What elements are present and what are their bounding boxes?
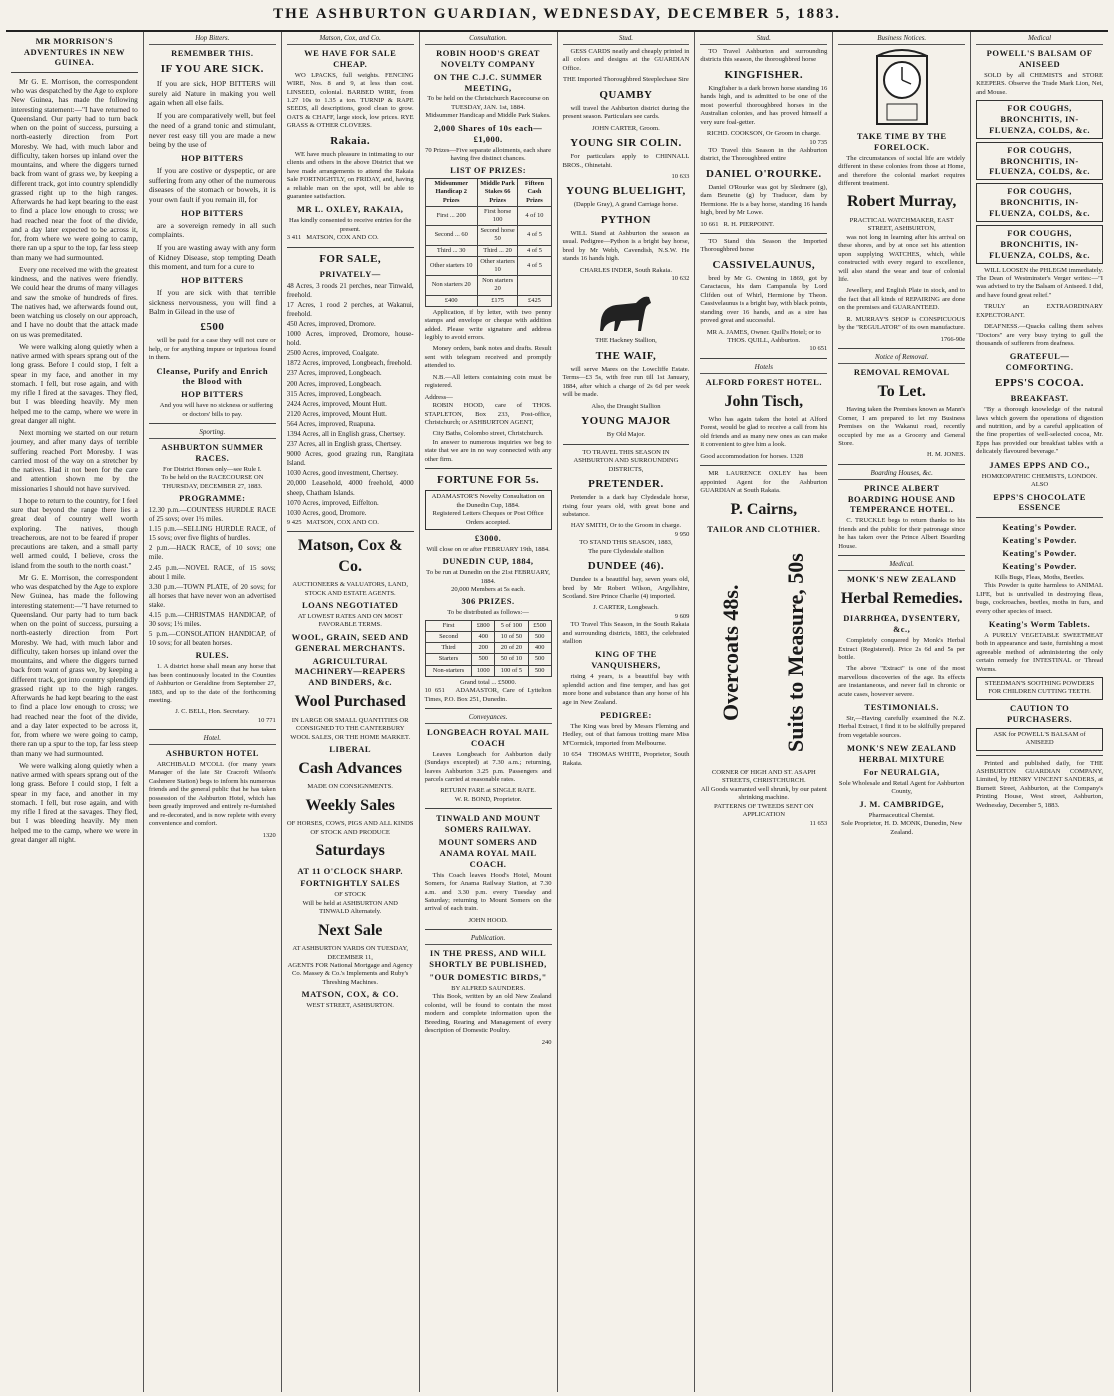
section-heading: Notice of Removal.: [838, 353, 965, 364]
keating-title: Keating's Powder.: [1002, 548, 1077, 559]
pedigree-text: The King was bred by Messrs Fleming and Hedley, out of that famous trotting mare Miss M'Cormick, imported from Melbourne.: [562, 722, 690, 747]
table-row: First ... 200 First horse 100 4 of 10: [425, 206, 551, 225]
waif-title: THE WAIF,: [595, 349, 657, 362]
diarrh-title: DIARRHŒA, DYSENTERY, &c.,: [843, 613, 961, 635]
clock-icon: [867, 48, 937, 128]
story-paragraph: We were walking along quietly when a native armed with spears sprang out of the long grass. Before I could stop, I felt a spear in my face, and another in my stomach. I fell, but rose again, and with my rifle I fired at the savages. They fled, but I was bleeding heavily. My men helped me to the camp, where we were in great danger all night.: [11, 760, 138, 844]
section-heading: Medical.: [838, 560, 965, 571]
list-of-prizes: LIST OF PRIZES:: [450, 165, 527, 176]
section-heading: Boarding Houses, &c.: [838, 469, 965, 480]
hop-paragraph: If you are wasting away with any form of Kidney Disease, stop tempting Death this moment, and turn for a cure to: [148, 243, 276, 272]
cleanse-heading: Cleanse, Purify and Enrich the Blood with: [156, 365, 269, 387]
hackney: THE Hackney Stallion,: [595, 337, 657, 345]
section-heading: Conveyances.: [425, 713, 552, 724]
answer-text: In answer to numerous inquiries we beg to state that we are in no way connected with any other firm.: [424, 438, 552, 463]
address-label: Address—: [424, 393, 453, 401]
cjc-sub: To be held on the Christchurch Racecourse on TUESDAY, JAN. 1st, 1884.: [427, 95, 549, 111]
worm-text: A PURELY VEGETABLE SWEETMEAT both in appearance and taste, furnishing a most agreeable method of administering the only certain remedy for INTESTINAL or Thread Worms.: [976, 631, 1103, 673]
column-heading: Hop Bitters.: [149, 34, 276, 45]
table-row: Third ... 30 Third ... 20 4 of 5: [425, 245, 551, 256]
epps-text: "By a thorough knowledge of the natural laws which govern the operations of digestion and nutrition, and by a careful application of the fine properties of well-selected cocoa, Mr. Epps has provided our breakfast tables with a delicately flavoured beverage.": [976, 406, 1103, 456]
table-row: Second 400 10 of 50 500: [425, 631, 551, 642]
king-title: KING OF THE VANQUISHERS,: [591, 649, 661, 671]
loosen-text: WILL LOOSEN the PHLEGM immediately. The Dean of Westminster's Verger writes:—"I was advised to try the Balsam of Aniseed. I did, and have found great relief.": [976, 266, 1103, 299]
table-row: Third 200 20 of 20 400: [425, 643, 551, 654]
ad-number: 10 633: [671, 173, 690, 181]
wool-heading: Wool Purchased: [294, 693, 406, 711]
wool-sub: IN LARGE OR SMALL QUANTITIES OR CONSIGNED TO THE CANTERBURY WOOL SALES, OR THE HOME MARKET.: [290, 716, 411, 741]
column-heading: Business Notices.: [838, 34, 965, 45]
weekly-sub: OF HORSES, COWS, PIGS AND ALL KINDS OF STOCK AND PRODUCE: [286, 820, 414, 836]
sale-heading: WE HAVE FOR SALE CHEAP.: [304, 47, 397, 69]
pedigree-heading: PEDIGREE:: [600, 709, 652, 720]
column-3: [282, 32, 420, 1392]
for-sale-heading: FOR SALE,: [319, 252, 382, 265]
story-paragraph: Mr G. E. Morrison, the correspondent who was despatched by the Age to explore New Guinea, has made the following interesting statement:—"I have returned to Queensland. Our party had to turn back when on the point of success, pursuing a north-easterly direction from Port Moresby. We had, with much labor and difficulty, taken horses up inland over the mountains, and where the diggers turned back from want of grass we, by keeping a different track, got into country splendidly grassed right up to the high ranges. Afterwards he had kept bearing to the east to find a place low enough to cross; we had reached near the foot of the divide, and a day later expected to be across it, for, from where we were going to camp, there ran up a spur to the top, far less steep than many we had surmounted.: [11, 572, 138, 758]
jewellery-text: Jewellery, and English Plate in stock, and to the fact that all kinds of REPAIRING are done on the premises and GUARANTEED.: [838, 287, 966, 312]
breakfast: BREAKFAST.: [1010, 393, 1069, 404]
keating-title: Keating's Powder.: [1002, 522, 1077, 533]
for-sale-item: 2424 Acres, improved, Mount Hutt.: [286, 399, 387, 408]
table-header: Fifteen Cash Prizes: [518, 179, 551, 207]
for-sale-item: 237 Acres, improved, Longbeach.: [286, 369, 382, 378]
grateful: GRATEFUL—COMFORTING.: [1005, 351, 1074, 373]
distributed: To be distributed as follows:—: [447, 609, 529, 617]
stock: OF STOCK: [334, 891, 366, 899]
powell-title: POWELL'S BALSAM OF ANISEED: [986, 47, 1093, 69]
column-6: [695, 32, 833, 1392]
bluelight-title: YOUNG BLUELIGHT,: [566, 185, 686, 198]
made-text: MADE ON CONSIGNMENTS.: [307, 783, 393, 791]
tailor-heading: TAILOR AND CLOTHIER.: [707, 524, 821, 535]
mixture-title: MONK'S NEW ZEALAND HERBAL MIXTURE: [846, 743, 957, 765]
take-time: TAKE TIME BY THE FORELOCK.: [856, 130, 947, 152]
for-sale-item: 200 Acres, improved, Longbeach.: [286, 379, 382, 388]
test-text: Sir,—Having carefully examined the N.Z. Herbal Extract, I find it to be skilfully prepared from vegetable sources.: [838, 715, 966, 739]
for-sale-item: 1030 Acres, good investment, Chertsey.: [286, 469, 399, 478]
story-paragraph: Mr G. E. Morrison, the correspondent who was despatched by the Age to explore New Guinea, has made the following interesting statement:—"I have returned to Queensland. Our party had to turn back when on the point of success, pursuing a north-easterly direction from Port Moresby. We had, with much labor and difficulty, taken horses up inland over the mountains, and where the diggers turned back from want of grass we, by keeping a different track, got into country splendidly grassed right up to the high ranges. Afterwards he had kept bearing to the east to find a place low enough to cross; we had reached near the foot of the divide, and a day later expected to be across it, for, from where we were going to camp, there ran up a spur to the top, far less steep than many we had surmounted.: [11, 76, 138, 262]
waif-text: will serve Mares on the Lowcliffe Estate. Terms—£3 5s, with free run till 1st January, 1884, after which a charge of 2s 6d per week will be made.: [562, 365, 690, 399]
signature: H. M. JONES.: [927, 451, 966, 459]
story-paragraph: Next morning we started on our return journey, and after many days of terrible suffering reached Port Moresby. I was carried most of the way on a stretcher by the natives. Had it not been for the care and attention shown me by the missionaries I should not have survived.: [11, 428, 138, 493]
wool-grain: WOOL, GRAIN, SEED AND GENERAL MERCHANTS.: [291, 631, 409, 653]
fortnightly: FORTNIGHTLY SALES: [300, 878, 401, 889]
alford-title: ALFORD FOREST HOTEL.: [705, 376, 822, 387]
section-heading: Hotels: [700, 363, 827, 374]
saturdays-heading: Saturdays: [315, 842, 385, 860]
to-let-text: Having taken the Premises known as Mann's Corner, I am prepared to let my Business Premises on the Wakanui road, recently occupied by me as a Grocery and General Store.: [838, 406, 966, 447]
for-sale-item: 1070 Acres, improved, Eiffelton.: [286, 498, 379, 507]
neuralgia: For NEURALGIA,: [863, 767, 940, 778]
section-heading: Hotel.: [149, 734, 276, 745]
members: 20,000 Members at 5s each.: [451, 586, 526, 594]
table-row: Other starters 10 Other starters 10 4 of 5: [425, 256, 551, 275]
mcc-end: MATSON, COX, & CO.: [301, 989, 399, 1000]
python-text: WILL Stand at Ashburton the season as usual. Pedigree—Python is a bright bay horse, bred by Mr Webb, Cavendish, N.S.W. He stands 16 hands high.: [562, 229, 690, 263]
cleanse-tail: And you will have no sickness or suffering or doctors' bills to pay.: [159, 402, 273, 418]
table-row: Starters 500 50 of 10 500: [425, 654, 551, 665]
west-street: WEST STREET, ASHBURTON.: [306, 1002, 394, 1010]
powell-text: SOLD by all CHEMISTS and STORE KEEPERS. Observe the Trade Mark Lion, Net, and Mouse.: [976, 71, 1103, 96]
hay-smith: HAY SMITH, Or to the Groom in charge.: [570, 522, 682, 530]
tisch-title: John Tisch,: [724, 392, 804, 410]
keating-text: This Powder is quite harmless to ANIMAL LIFE, but is unrivalled in destroying fleas, bugs, cockroaches, beetles, moths in furs, and every other species of insect.: [976, 582, 1103, 615]
column-2: [144, 32, 282, 1392]
fortune-heading: FORTUNE FOR 5s.: [436, 474, 540, 487]
john-carter: JOHN CARTER, Groom.: [592, 124, 660, 132]
daniel-head: TO Travel this Season in the Ashburton district, the Thoroughbred entire: [700, 146, 828, 163]
by-author: BY ALFRED SAUNDERS.: [451, 984, 526, 992]
will-be-text: Money orders, bank notes and drafts. Result sent with telegram received and promptly attended to.: [424, 345, 552, 370]
ad-number: 9 950: [674, 530, 690, 538]
total: £3000.: [474, 532, 502, 543]
travel-text: TO Travel Ashburton and surrounding districts this season, the thoroughbred horse: [700, 47, 828, 64]
expectorant-text: TRULY an EXTRAORDINARY EXPECTORANT.: [976, 303, 1103, 319]
hotel-text: ARCHIBALD M'COLL (for many years Manager of the late Sir Cracroft Wilson's Cashmere Station) begs to inform his numerous friends and the general public that he has taken possession of the Ashburton Hotel, which has been greatly improved and entirely re-furnished and re-decorated, and is now replete with every convenience and comfort.: [148, 761, 276, 828]
ad-number: 11 653: [809, 819, 828, 827]
ad-number: 240: [541, 1038, 552, 1046]
vertical-ad: [700, 537, 827, 769]
above-text: The above "Extract" is one of the most marvellous discoveries of the age. Its effects are instantaneous, and never fail in chronic or acute cases, however severe.: [838, 665, 966, 698]
adamastor-box: ADAMASTOR'S Novelty Consultation on the Dunedin Cup, 1884. Registered Letters Cheques or Post Office Orders accepted.: [425, 490, 552, 530]
story-paragraph: I hope to return to the country, for I feel sure that beyond the range there lies a great deal of country well worth exploring. The natives, though treacherous, are not to be feared if proper precautions are taken, and a small party well armed could, I believe, cross the island from the south to the north coast.": [11, 495, 138, 570]
accommodation: Good accommodation for horses. 1328: [700, 452, 804, 460]
pretender-text: Pretender is a dark bay Clydesdale horse, rising four years old, with great bone and substance.: [562, 494, 690, 518]
application-text: Application, if by letter, with two penny stamps and envelope or cheque with addition added. Please write signature and address legibly to avoid errors.: [424, 308, 552, 342]
cassivelaunus-title: CASSIVELAUNUS,: [712, 258, 816, 271]
column-heading: Matson, Cox, and Co.: [287, 34, 414, 45]
travel-text: TO TRAVEL THIS SEASON IN ASHBURTON AND SURROUNDING DISTRICTS,: [573, 448, 679, 473]
wrb: W. R. BOND, Proprietor.: [454, 795, 522, 803]
also-text: Also, the Draught Stallion: [591, 402, 661, 410]
owner: MR A. JAMES, Owner. Quill's Hotel; or to THOS. QUILL, Ashburton.: [706, 328, 821, 344]
mount-text: This Coach leaves Hood's Hotel, Mount Somers, for Anama Railway Station, at 7.30 a.m. and 3.30 p.m. every Tuesday and Saturday; returning to Mount Somers on the arrival of each train.: [424, 871, 552, 913]
testimonials: TESTIMONIALS.: [864, 702, 939, 713]
prince-title: PRINCE ALBERT BOARDING HOUSE AND TEMPERANCE HOTEL.: [847, 482, 956, 515]
liberal: LIBERAL: [329, 744, 372, 755]
dundee-text: Dundee is a beautiful bay, seven years old, bred by Mr Robert Wilson, Argyllshire, Scotland. Sire Prince Charlie (4) imported.: [562, 576, 690, 600]
ad-number: 10 651: [809, 345, 828, 353]
nb-text: N.B.—All letters containing coin must be registered.: [424, 373, 552, 390]
king-text: rising 4 years, is a beautiful bay with splendid action and fine temper, and has got more bone and substance than any horse of his age in New Zealand.: [562, 673, 690, 706]
programme-item: 2 p.m.—HACK RACE, of 10 sovs; one mile.: [148, 544, 276, 562]
ad-number: 1320: [262, 831, 276, 839]
chocolate: EPPS'S CHOCOLATE ESSENCE: [993, 491, 1086, 513]
for-sale-item: 1872 Acres, improved, Longbeach, freehold.: [286, 359, 412, 368]
hotel-name: ASHBURTON HOTEL: [165, 748, 259, 759]
for-sale-item: 2500 Acres, improved, Coalgate.: [286, 349, 379, 358]
tinwald-title: TINWALD AND MOUNT SOMERS RAILWAY.: [436, 813, 541, 835]
overcoats-text: Overcoats 48s.: [718, 584, 744, 722]
longbeach-title: LONGBEACH ROYAL MAIL COACH: [427, 726, 550, 748]
rules-heading: RULES.: [195, 650, 230, 661]
if-sick-heading: IF YOU ARE SICK.: [160, 62, 264, 75]
reward-amount: £500: [200, 321, 225, 334]
rakaia-text: WE have much pleasure in intimating to our clients and others in the above District that we have made arrangements to attend the Rakaia Sale FORTNIGHTLY, on FRIDAY, and, having a reliable man on the spot, will be able to guarantee satisfaction.: [286, 150, 414, 201]
next-sale-heading: Next Sale: [317, 921, 383, 939]
column-heading: Stud.: [700, 34, 827, 45]
programme-item: 4.15 p.m.—CHRISTMAS HANDICAP, of 30 sovs; 1½ miles.: [148, 611, 276, 629]
hop-paragraph: If you are comparatively well, but feel the need of a grand tonic and stimulant, never rest easy till you are made a new being by the use of: [148, 111, 276, 150]
keating-title: Keating's Powder.: [1002, 560, 1077, 571]
chemist: Pharmaceutical Chemist.: [868, 811, 935, 819]
oxley-name: MR L. OXLEY, RAKAIA,: [296, 204, 404, 215]
homoeo: HOMŒOPATHIC CHEMISTS, LONDON.: [981, 472, 1098, 480]
mcc-sub: AUCTIONEERS & VALUATORS, LAND, STOCK AND ESTATE AGENTS.: [292, 581, 408, 597]
ad-number: 1766-90e: [940, 335, 966, 343]
diarrh-text: Completely conquered by Monk's Herbal Extract (Registered). Price 2s 6d and 5s per bottle.: [838, 637, 966, 661]
races-held: To be held on the RACECOURSE ON THURSDAY, DECEMBER 27, 1883.: [161, 474, 264, 490]
shares: 2,000 Shares of 10s each—£1,000.: [433, 122, 543, 144]
coughs-box: FOR COUGHS, BRONCHITIS, IN-FLUENZA, COLDS, &c.: [976, 183, 1103, 222]
gess-cards: GESS CARDS neatly and cheaply printed in all colors and designs at the GUARDIAN Office.: [562, 47, 690, 72]
table-row: Second ... 60 Second horse 50 4 of 5: [425, 226, 551, 245]
dunedin-cup: DUNEDIN CUP, 1884,: [442, 556, 534, 567]
patterns: PATTERNS OF TWEEDS SENT ON APPLICATION: [714, 802, 814, 819]
for-sale-item: 2120 Acres, improved, Mount Hutt.: [286, 409, 387, 418]
steedman-box: STEEDMAN'S SOOTHING POWDERS FOR CHILDREN CUTTING TEETH.: [976, 677, 1103, 700]
sole-agent: Sole Wholesale and Retail Agent for Ashburton County,: [838, 779, 965, 796]
column-4: [420, 32, 558, 1392]
circ-text: The circumstances of social life are widely different in these colonies from those at Home, and therefore the colonial market requires different treatment.: [838, 154, 966, 188]
section-heading: Sporting.: [149, 428, 276, 439]
hop-paragraph: If you are sick with that terrible sickness nervousness, you will find a Balm in Gilead in the use of: [148, 288, 276, 317]
ad-number: 10 771: [257, 716, 276, 724]
return-fare: RETURN FARE at SINGLE RATE.: [440, 787, 536, 795]
alt: Will be held at ASHBURTON AND TINWALD Alternately.: [302, 899, 398, 916]
cookson: RICHD. COOKSON, Or Groom in charge.: [706, 130, 821, 138]
agents: AGENTS FOR National Mortgage and Agency Co. Massey & Co.'s Implements and Ruby's Threshing Machines.: [287, 962, 413, 986]
our-birds: "OUR DOMESTIC BIRDS,": [429, 972, 547, 983]
stand-this: TO STAND THIS SEASON, 1883,: [579, 539, 673, 547]
dundee-title: DUNDEE (46).: [587, 560, 665, 572]
programme-item: 2.45 p.m.—NOVEL RACE, of 15 sovs; about 1 mile.: [148, 563, 276, 581]
herbal-title: Herbal Remedies.: [840, 589, 963, 607]
column-8: [971, 32, 1108, 1392]
for-sale-item: 450 Acres, improved, Dromore.: [286, 319, 376, 328]
colin-text: For particulars apply to CHINNALL BROS., Ohinetahi.: [562, 153, 690, 169]
longbeach-text: Leaves Longbeach for Ashburton daily (Sundays excepted) at 7.30 a.m.; returning, leaves Ashburton 3.25 p.m. Passengers and parcels carried at reasonable rates.: [424, 750, 552, 784]
ad-footer: 3 411 MATSON, COX AND CO.: [286, 234, 379, 242]
handicap: Midsummer Handicap and Middle Park Stakes.: [425, 112, 551, 120]
prize-table: [425, 178, 552, 306]
worm-title: Keating's Worm Tablets.: [988, 618, 1091, 629]
j-carter: J. CARTER, Longbeach.: [593, 604, 659, 612]
for-sale-item: 20,000 Leasehold, 4000 freehold, 4000 sheep, Chatham Islands.: [286, 479, 414, 497]
coughs-box: FOR COUGHS, BRONCHITIS, IN-FLUENZA, COLDS, &c.: [976, 142, 1103, 181]
kingfisher-text: Kingfisher is a dark brown horse standing 16 hands high, and is admitted to be one of the most powerful thoroughbred horses in the Australian colonies, and has proved himself a very sure foal-getter.: [700, 84, 828, 126]
programme-item: 5 p.m.—CONSOLATION HANDICAP, of 10 sovs; for all beaten horses.: [148, 630, 276, 648]
ad-number: 9 609: [674, 612, 690, 620]
story-paragraph: We were walking along quietly when a native armed with spears sprang out of the long grass. Before I could stop, I felt a spear in my face, and another in my stomach. I fell, but rose again, and with my rifle I fired at the savages. They fled, but I was bleeding heavily. My men helped me to the camp, where we were in great danger all night.: [11, 341, 138, 425]
imprint: Printed and published daily, for THE ASHBURTON GUARDIAN COMPANY, Limited, by HENRY VINCENT SANDERS, at Burnett Street, Ashburton, at the Company's Printing House, West street, Ashburton, Wednesday, December 5, 1883.: [976, 759, 1103, 809]
young-colin-title: YOUNG SIR COLIN.: [570, 137, 682, 150]
daniel-title: DANIEL O'ROURKE.: [706, 167, 822, 180]
rakaia-heading: Rakaia.: [330, 134, 371, 147]
james-epps: JAMES EPPS AND CO.,: [989, 459, 1090, 470]
for-sale-item: 237 Acres, all in English grass, Chertsey.: [286, 440, 402, 449]
story-paragraph: Every one received me with the greatest kindness, and the natives were friendly. We could hear the drums of many villages and saw the smoke of hundreds of fires. The natives had, we afterwards found out, been watching us closely on our approach, and I have no doubt that the attack made on us was premeditated.: [11, 264, 138, 339]
prince-text: C. TRUCKLE begs to return thanks to his friends and the public for their patronage since he has taken over the Prince Albert Boarding House.: [838, 517, 966, 550]
next-sub: AT ASHBURTON YARDS ON TUESDAY, DECEMBER 11,: [292, 945, 409, 961]
for-sale-item: 9000 Acres, good grazing run, Rangitata Island.: [286, 450, 414, 468]
coughs-box: FOR COUGHS, BRONCHITIS, IN-FLUENZA, COLDS, &c.: [976, 100, 1103, 139]
rules-text: 1. A district horse shall mean any horse that has been continuously located in the Counties of Ashburton or Geraldine from September 27, 1883, and up to the date of the forthcoming meeting.: [148, 663, 276, 704]
cambridge: J. M. CAMBRIDGE,: [859, 798, 945, 809]
cairns-title: P. Cairns,: [730, 500, 798, 518]
table-row: £400 £175 £425: [425, 295, 551, 306]
tisch-text: Who has again taken the hotel at Alford Forest, would be glad to receive a call from his old friends and as many new ones as can make it convenient to give him a look.: [700, 416, 828, 449]
close-date: Will close on or after FEBRUARY 19th, 1884.: [426, 545, 550, 553]
daniel-footer: 10 661 R. H. PIERPOINT.: [700, 220, 775, 228]
book-text: This Book, written by an old New Zealand colonist, will be found to contain the most modern and complete information upon the Breeding, Rearing and Management of every description of Domestic Poultry.: [424, 993, 552, 1035]
column-5: [558, 32, 696, 1392]
reward-text: will be paid for a case they will not cure or help, or for anything impure or injurious found in them.: [148, 337, 276, 362]
major-sub: By Old Major.: [606, 431, 646, 439]
hop-bitters-title: HOP BITTERS: [181, 389, 244, 400]
keating-title: Keating's Powder.: [1002, 535, 1077, 546]
cjc-title: ON THE C.J.C. SUMMER MEETING,: [433, 71, 543, 93]
kingfisher-title: KINGFISHER.: [724, 68, 804, 81]
watchmaker: PRACTICAL WATCHMAKER, EAST STREET, ASHBURTON,: [849, 216, 954, 233]
corner: CORNER OF HIGH AND ST. ASAPH STREETS, CHRISTCHURCH.: [711, 768, 816, 785]
programme-item: 12.30 p.m.—COUNTESS HURDLE RACE of 25 sovs; over 1½ miles.: [148, 505, 276, 524]
machinery: AGRICULTURAL MACHINERY—REAPERS AND BINDERS, &c.: [294, 655, 406, 688]
sale-items: WO LPACKS, full weights. FENCING WIRE, Nos. 8 and 9, at less than cost. LINSEED, colonial. BARBED WIRE, from 1.27 10s to 1.35 a ton. TURNIP & RAPE SEEDS, all descriptions, good clean to grow. OATS & CHAFF, large stock, low prices. RYE GRASS & OTHER CLOVERS.: [286, 71, 414, 130]
warranted: All Goods warranted well shrunk, by our patent shrinking machine.: [700, 785, 827, 802]
mcc-logo: Matson, Cox & Co.: [297, 537, 403, 575]
to-let-title: To Let.: [877, 382, 926, 400]
table-row: First £800 5 of 100 £500: [425, 620, 551, 631]
murray-text: was not long in learning after his arrival on these shores, and by at once set his attention upon supplying WATCHES, which, while constructed with every regard to excellence, will also stand the wear and tear of colonial life.: [838, 233, 966, 283]
newspaper-page: [6, 30, 1108, 1392]
pretender-title: PRETENDER.: [588, 477, 664, 490]
column-7: [833, 32, 971, 1392]
thor-text: THE Imported Thoroughbred Steeplechase Sire: [563, 76, 689, 84]
weekly-heading: Weekly Sales: [305, 796, 395, 814]
for-sale-item: 315 Acres, improved, Longbeach.: [286, 389, 382, 398]
table-row: Non-starters 1000 100 of 5 500: [425, 665, 551, 676]
summer-races-title: ASHBURTON SUMMER RACES.: [161, 442, 264, 463]
table-row: Non starters 20 Non starters 20: [425, 276, 551, 295]
ask-box: ASK for POWELL'S BALSAM of ANISEED: [976, 728, 1103, 751]
robin-hood-address: ROBIN HOOD, care of THOS. STAPLETON, Box 233, Post-office, Christchurch; or ASHBURTON AGENT,: [424, 402, 552, 426]
deafness-text: DEAFNESS.—Quacks calling them selves "Doctors" are very busy trying to gull the thousands of sufferers from deafness.: [976, 323, 1103, 348]
column-heading: Stud.: [563, 34, 690, 45]
horse-icon: [591, 285, 661, 335]
for-sale-item: 17 Acres, 1 rood 2 perches, at Wakanui, freehold.: [286, 300, 414, 318]
column-heading: Medical: [976, 34, 1103, 45]
secretary: J. C. BELL, Hon. Secretary.: [175, 708, 250, 716]
privately: PRIVATELY—: [319, 268, 381, 279]
hop-bitters-title: HOP BITTERS: [181, 207, 244, 218]
king-footer: 10 654 THOMAS WHITE, Proprietor, South Rakaia.: [562, 751, 690, 767]
bluelight-sub: (Dapple Gray), A grand Carriage horse.: [573, 201, 679, 209]
daniel-text: Daniel O'Rourke was got by Sledmere (g), dam Brunette (g) by Traducer, dam by Hermione. He is a bay horse, standing 16 hands high, bred by Mr Lowe.: [700, 183, 828, 217]
hop-paragraph: are a sovereign remedy in all such complaints.: [148, 220, 276, 240]
cass-head: TO Stand this Season the Imported Thoroughbred horse: [700, 237, 828, 254]
story-heading: MR MORRISON'S ADVENTURES IN NEW GUINEA.: [23, 36, 125, 68]
for-sale-item: 1394 Acres, all in English grass, Chertsey.: [286, 430, 406, 439]
table-header: Middle Park Stakes 66 Prizes: [477, 179, 518, 207]
travel2-text: TO Travel This Season, in the South Rakaia and surrounding districts, 1883, the celebrated stallion: [562, 621, 690, 646]
masthead: THE ASHBURTON GUARDIAN, WEDNESDAY, DECEMBER 5, 1883.: [273, 6, 841, 22]
oxley-text: Has kindly consented to receive entries for the present.: [288, 217, 412, 233]
hop-paragraph: If you are sick, HOP BITTERS will surely aid Nature in making you well again when all else fails.: [148, 78, 276, 108]
clydesdale: The pure Clydesdale stallion: [588, 547, 664, 555]
city-baths: City Baths, Colombo street, Christchurch.: [432, 430, 544, 438]
adamastor-end: 10 651 ADAMASTOR, Care of Lyttelton Times, P.O. Box 251, Dunedin.: [424, 687, 552, 703]
column-1: [6, 32, 144, 1392]
quamby-text: will travel the Ashburton district during the present season. Particulars see cards.: [562, 104, 690, 121]
monks-title: MONK'S NEW ZEALAND: [846, 574, 957, 584]
at11: AT 11 O'CLOCK SHARP.: [297, 865, 404, 876]
prizes-306: 306 PRIZES.: [461, 596, 515, 607]
young-major-title: YOUNG MAJOR: [581, 415, 671, 428]
prizes-note: 70 Prizes—Five separate allotments, each share having five distinct chances.: [425, 146, 552, 162]
mount-title: MOUNT SOMERS AND ANAMA ROYAL MAIL COACH.: [438, 837, 538, 869]
quamby-title: QUAMBY: [599, 88, 653, 101]
hop-bitters-title: HOP BITTERS: [181, 275, 244, 286]
table-header: Midsummer Handicap 2 Prizes: [425, 179, 477, 207]
for-sale-item: 48 Acres, 3 roods 21 perches, near Tinwald, freehold.: [286, 281, 414, 299]
section-heading: Publication.: [425, 934, 552, 945]
john-hood: JOHN HOOD.: [468, 916, 508, 924]
loans-heading: LOANS NEGOTIATED: [301, 600, 399, 611]
oxley-agent: MR LAURENCE OXLEY has been appointed Agent for the Ashburton GUARDIAN at South Rakaia.: [700, 470, 828, 495]
caution: CAUTION TO PURCHASERS.: [1006, 702, 1073, 724]
python-title: PYTHON: [600, 213, 651, 226]
programme-item: 1.15 p.m.—SELLING HURDLE RACE, of 15 sovs; over five flights of hurdles.: [148, 525, 276, 543]
murray-title: Robert Murray,: [847, 193, 957, 211]
cass-text: bred by Mr G. Owning in 1869, got by Caractacus, his dam Campanula by Lord Clifden out of Whirl, Hermione by Theon. Cassivelaunus is a bright bay, with black points, standing over 16 hands, and as a sire has proved great and successful.: [700, 274, 828, 325]
loans-sub: AT LOWEST RATES AND ON MOST FAVORABLE TERMS.: [297, 612, 403, 629]
charles-inder: CHARLES INDER, South Rakaia.: [579, 266, 672, 274]
also: ALSO: [1030, 481, 1049, 489]
grand-total: Grand total ... £5000.: [459, 678, 517, 686]
programme-item: 3.30 p.m.—TOWN PLATE, of 20 sovs; for all horses that have never won an advertised stake.: [148, 582, 276, 609]
dunedin-sub: To be run at Dunedin on the 21st FEBRUARY, 1884.: [426, 569, 550, 585]
kills-text: Kills Bugs, Fleas, Moths, Beetles.: [994, 573, 1085, 581]
cash-table: [425, 620, 552, 677]
monk-sole: Sole Proprietor, H. D. MONK, Dunedin, New Zealand.: [841, 820, 963, 836]
for-sale-item: 1030 Acres, good, Dromore.: [286, 508, 367, 517]
ad-number: 10 735: [809, 138, 828, 146]
press: IN THE PRESS, AND WILL SHORTLY BE PUBLISHED,: [429, 948, 547, 970]
coughs-box: FOR COUGHS, BRONCHITIS, IN-FLUENZA, COLDS, &c.: [976, 225, 1103, 264]
column-heading: Consultation.: [425, 34, 552, 45]
for-sale-item: 1000 Acres, improved, Dromore, house-hold.: [286, 330, 414, 348]
remember-heading: REMEMBER THIS.: [171, 47, 254, 58]
programme-heading: PROGRAMME:: [179, 493, 246, 504]
removal-title: REMOVAL REMOVAL: [853, 366, 950, 377]
suits-text: Suits to Measure, 50s: [783, 553, 809, 753]
epps-title: EPPS'S COCOA.: [995, 377, 1085, 390]
robin-hood-title: ROBIN HOOD'S GREAT NOVELTY COMPANY: [436, 47, 540, 69]
regulator-text: R. MURRAY'S SHOP is CONSPICUOUS by the "REGULATOR" of its own manufacture.: [838, 315, 966, 332]
hop-paragraph: If you are costive or dyspeptic, or are suffering from any other of the numerous diseases of the stomach or bowels, it is your own fault if you remain ill, for: [148, 165, 276, 204]
ad-footer: 9 425 MATSON, COX AND CO.: [286, 518, 379, 526]
hop-bitters-title: HOP BITTERS: [181, 152, 244, 163]
races-sub: For District Horses only—see Rule I.: [163, 465, 262, 473]
for-sale-item: 564 Acres, improved, Ruapuna.: [286, 419, 376, 428]
ad-number: 10 632: [671, 275, 690, 283]
cash-heading: Cash Advances: [298, 759, 402, 777]
